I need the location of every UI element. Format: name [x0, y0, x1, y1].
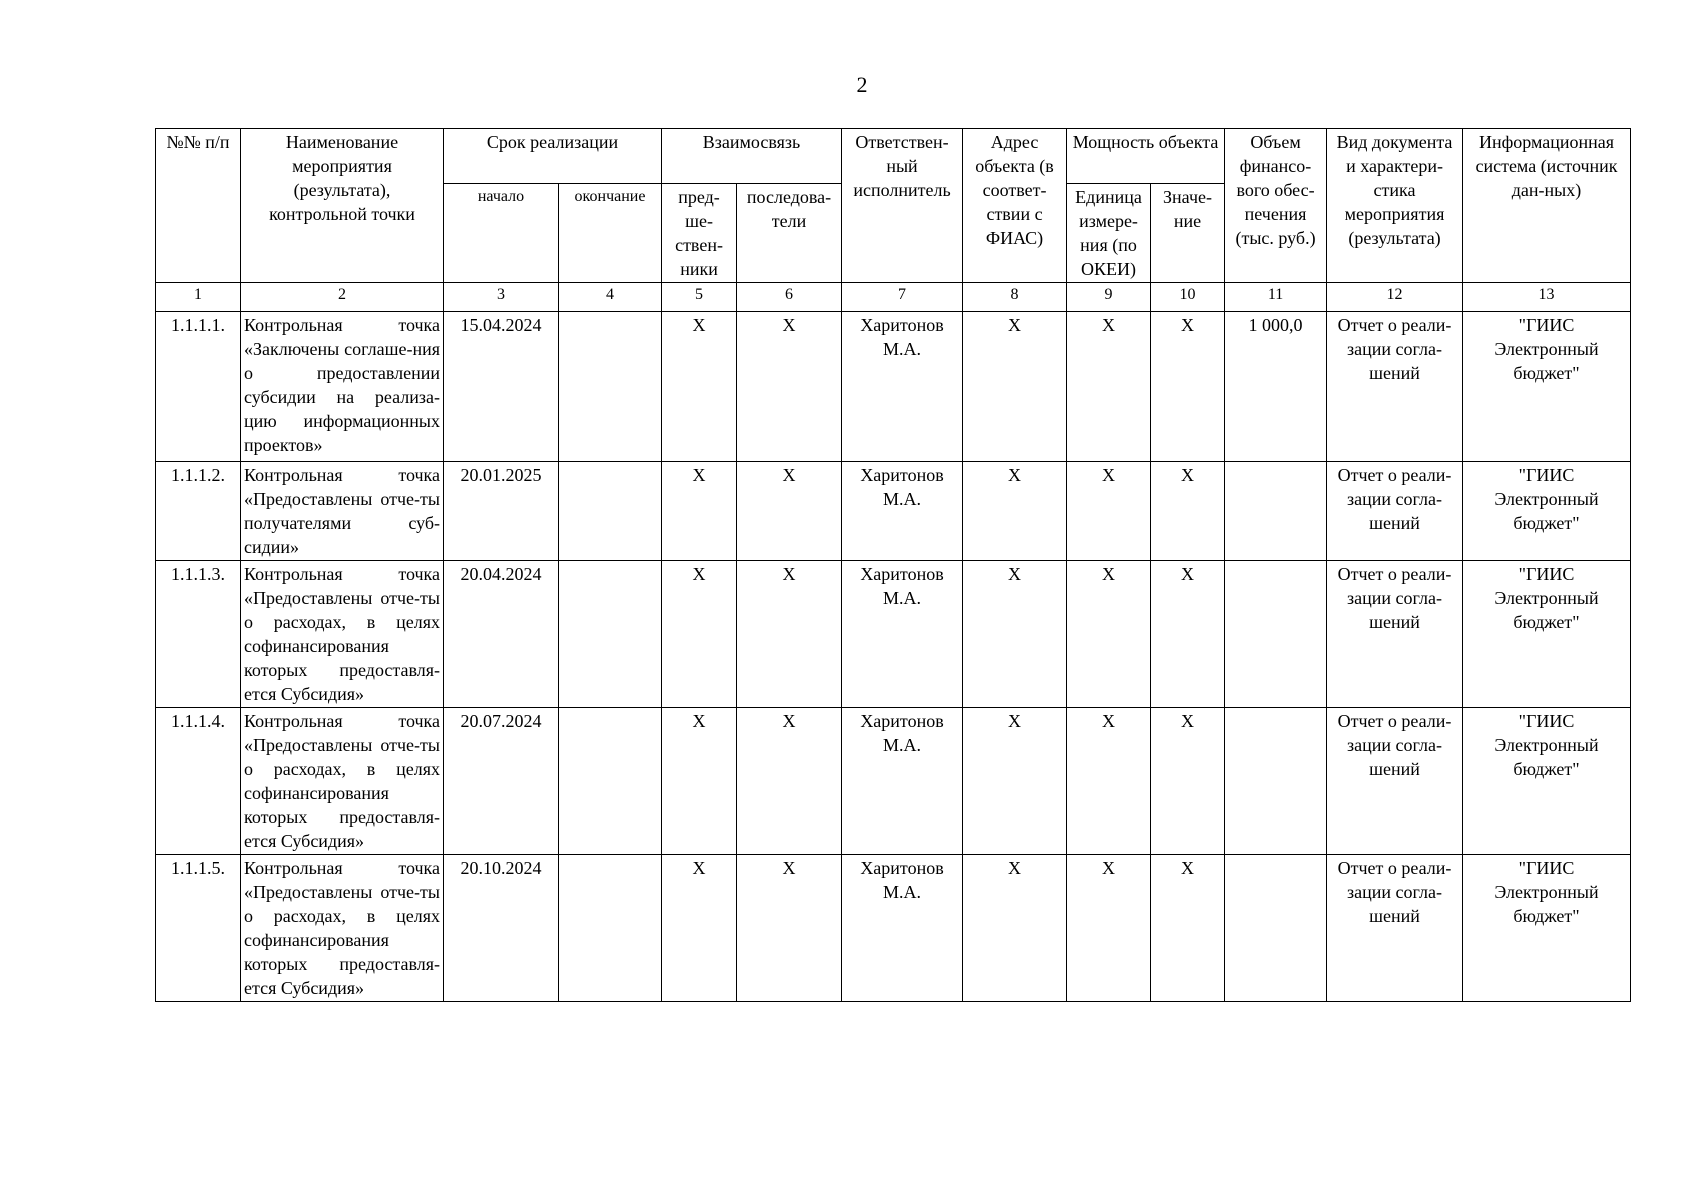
row-end: [559, 462, 662, 561]
header-link-next: последова-тели: [737, 184, 842, 283]
row-system: "ГИИС Электронный бюджет": [1463, 462, 1631, 561]
row-name-rest: «Предоставлены отче-ты о расходах, в целях софинансирования которых предоставля-ется Субсидия»: [244, 882, 440, 998]
row-address: Х: [963, 855, 1067, 1002]
table-row: [156, 462, 1631, 561]
row-start: 20.01.2025: [444, 462, 559, 561]
column-number: 6: [737, 283, 842, 312]
table-row: [156, 312, 1631, 462]
row-unit: Х: [1067, 708, 1151, 855]
row-num: 1.1.1.1.: [156, 312, 241, 462]
row-name-first-left: Контрольная: [244, 465, 343, 485]
row-name: [241, 561, 444, 708]
row-next: Х: [737, 561, 842, 708]
column-number: 1: [156, 283, 241, 312]
column-number: 7: [842, 283, 963, 312]
row-responsible: Харитонов М.А.: [842, 462, 963, 561]
row-system: "ГИИС Электронный бюджет": [1463, 855, 1631, 1002]
row-prev: Х: [662, 708, 737, 855]
header-system: Информационная система (источник дан-ных): [1463, 129, 1631, 283]
row-address: Х: [963, 462, 1067, 561]
header-capacity: Мощность объекта: [1067, 129, 1225, 184]
row-address: Х: [963, 708, 1067, 855]
row-unit: Х: [1067, 561, 1151, 708]
header-link: Взаимосвязь: [662, 129, 842, 184]
row-name-first-right: точка: [398, 858, 440, 878]
row-end: [559, 312, 662, 462]
header-link-prev: пред-ше-ствен-ники: [662, 184, 737, 283]
table-body: [156, 312, 1631, 1002]
row-finance: [1225, 561, 1327, 708]
row-name-rest: «Предоставлены отче-ты получателями суб-сидии»: [244, 489, 440, 557]
row-doc: Отчет о реали-зации согла-шений: [1327, 708, 1463, 855]
table-header: [156, 129, 1631, 312]
row-doc: Отчет о реали-зации согла-шений: [1327, 312, 1463, 462]
row-num: 1.1.1.4.: [156, 708, 241, 855]
row-name-first-left: Контрольная: [244, 858, 343, 878]
row-system: "ГИИС Электронный бюджет": [1463, 708, 1631, 855]
table-row: [156, 708, 1631, 855]
row-finance: [1225, 855, 1327, 1002]
row-value: Х: [1151, 708, 1225, 855]
row-doc: Отчет о реали-зации согла-шений: [1327, 561, 1463, 708]
row-end: [559, 708, 662, 855]
row-doc: Отчет о реали-зации согла-шений: [1327, 855, 1463, 1002]
row-prev: Х: [662, 855, 737, 1002]
row-finance: 1 000,0: [1225, 312, 1327, 462]
header-capacity-value: Значе-ние: [1151, 184, 1225, 283]
column-number: 9: [1067, 283, 1151, 312]
row-num: 1.1.1.2.: [156, 462, 241, 561]
row-name-first-right: точка: [398, 465, 440, 485]
row-start: 20.10.2024: [444, 855, 559, 1002]
row-name-rest: «Предоставлены отче-ты о расходах, в целях софинансирования которых предоставля-ется Субсидия»: [244, 735, 440, 851]
row-start: 15.04.2024: [444, 312, 559, 462]
header-responsible: Ответствен-ный исполнитель: [842, 129, 963, 283]
row-end: [559, 855, 662, 1002]
row-name-rest: «Заключены соглаше-ния о предоставлении субсидии на реализа-цию информационных проектов»: [244, 339, 440, 455]
header-term-end: окончание: [559, 184, 662, 283]
table-row: [156, 855, 1631, 1002]
row-unit: Х: [1067, 462, 1151, 561]
column-number: 4: [559, 283, 662, 312]
column-numbers-row: [156, 283, 1631, 312]
header-address: Адрес объекта (в соответ-ствии с ФИАС): [963, 129, 1067, 283]
row-address: Х: [963, 312, 1067, 462]
row-value: Х: [1151, 561, 1225, 708]
row-next: Х: [737, 312, 842, 462]
row-next: Х: [737, 708, 842, 855]
header-name: Наименование мероприятия (результата), контрольной точки: [241, 129, 444, 283]
row-name-first-right: точка: [398, 315, 440, 335]
row-name-first-right: точка: [398, 711, 440, 731]
column-number: 11: [1225, 283, 1327, 312]
row-responsible: Харитонов М.А.: [842, 312, 963, 462]
row-system: "ГИИС Электронный бюджет": [1463, 561, 1631, 708]
row-name-first-left: Контрольная: [244, 711, 343, 731]
row-prev: Х: [662, 462, 737, 561]
table-row: [156, 561, 1631, 708]
row-finance: [1225, 462, 1327, 561]
row-doc: Отчет о реали-зации согла-шений: [1327, 462, 1463, 561]
row-name-first-left: Контрольная: [244, 315, 343, 335]
row-name: [241, 462, 444, 561]
row-value: Х: [1151, 312, 1225, 462]
row-prev: Х: [662, 561, 737, 708]
row-name: [241, 708, 444, 855]
row-responsible: Харитонов М.А.: [842, 561, 963, 708]
column-number: 13: [1463, 283, 1631, 312]
row-name: [241, 312, 444, 462]
plan-table: [155, 128, 1631, 1002]
row-name-first-left: Контрольная: [244, 564, 343, 584]
column-number: 8: [963, 283, 1067, 312]
column-number: 5: [662, 283, 737, 312]
column-number: 10: [1151, 283, 1225, 312]
row-value: Х: [1151, 855, 1225, 1002]
row-unit: Х: [1067, 312, 1151, 462]
row-name: [241, 855, 444, 1002]
header-term-start: начало: [444, 184, 559, 283]
row-responsible: Харитонов М.А.: [842, 708, 963, 855]
header-term: Срок реализации: [444, 129, 662, 184]
column-number: 3: [444, 283, 559, 312]
row-start: 20.07.2024: [444, 708, 559, 855]
column-number: 2: [241, 283, 444, 312]
header-capacity-unit: Единица измере-ния (по ОКЕИ): [1067, 184, 1151, 283]
row-num: 1.1.1.3.: [156, 561, 241, 708]
row-finance: [1225, 708, 1327, 855]
column-number: 12: [1327, 283, 1463, 312]
row-start: 20.04.2024: [444, 561, 559, 708]
header-finance: Объем финансо-вого обес-печения (тыс. руб.): [1225, 129, 1327, 283]
row-responsible: Харитонов М.А.: [842, 855, 963, 1002]
header-doc: Вид документа и характери-стика мероприятия (результата): [1327, 129, 1463, 283]
row-system: "ГИИС Электронный бюджет": [1463, 312, 1631, 462]
row-next: Х: [737, 462, 842, 561]
row-next: Х: [737, 855, 842, 1002]
header-num: №№ п/п: [156, 129, 241, 283]
row-unit: Х: [1067, 855, 1151, 1002]
row-value: Х: [1151, 462, 1225, 561]
page-number: 2: [856, 72, 868, 97]
row-address: Х: [963, 561, 1067, 708]
row-name-first-right: точка: [398, 564, 440, 584]
row-name-rest: «Предоставлены отче-ты о расходах, в целях софинансирования которых предоставля-ется Субсидия»: [244, 588, 440, 704]
row-num: 1.1.1.5.: [156, 855, 241, 1002]
row-end: [559, 561, 662, 708]
row-prev: Х: [662, 312, 737, 462]
